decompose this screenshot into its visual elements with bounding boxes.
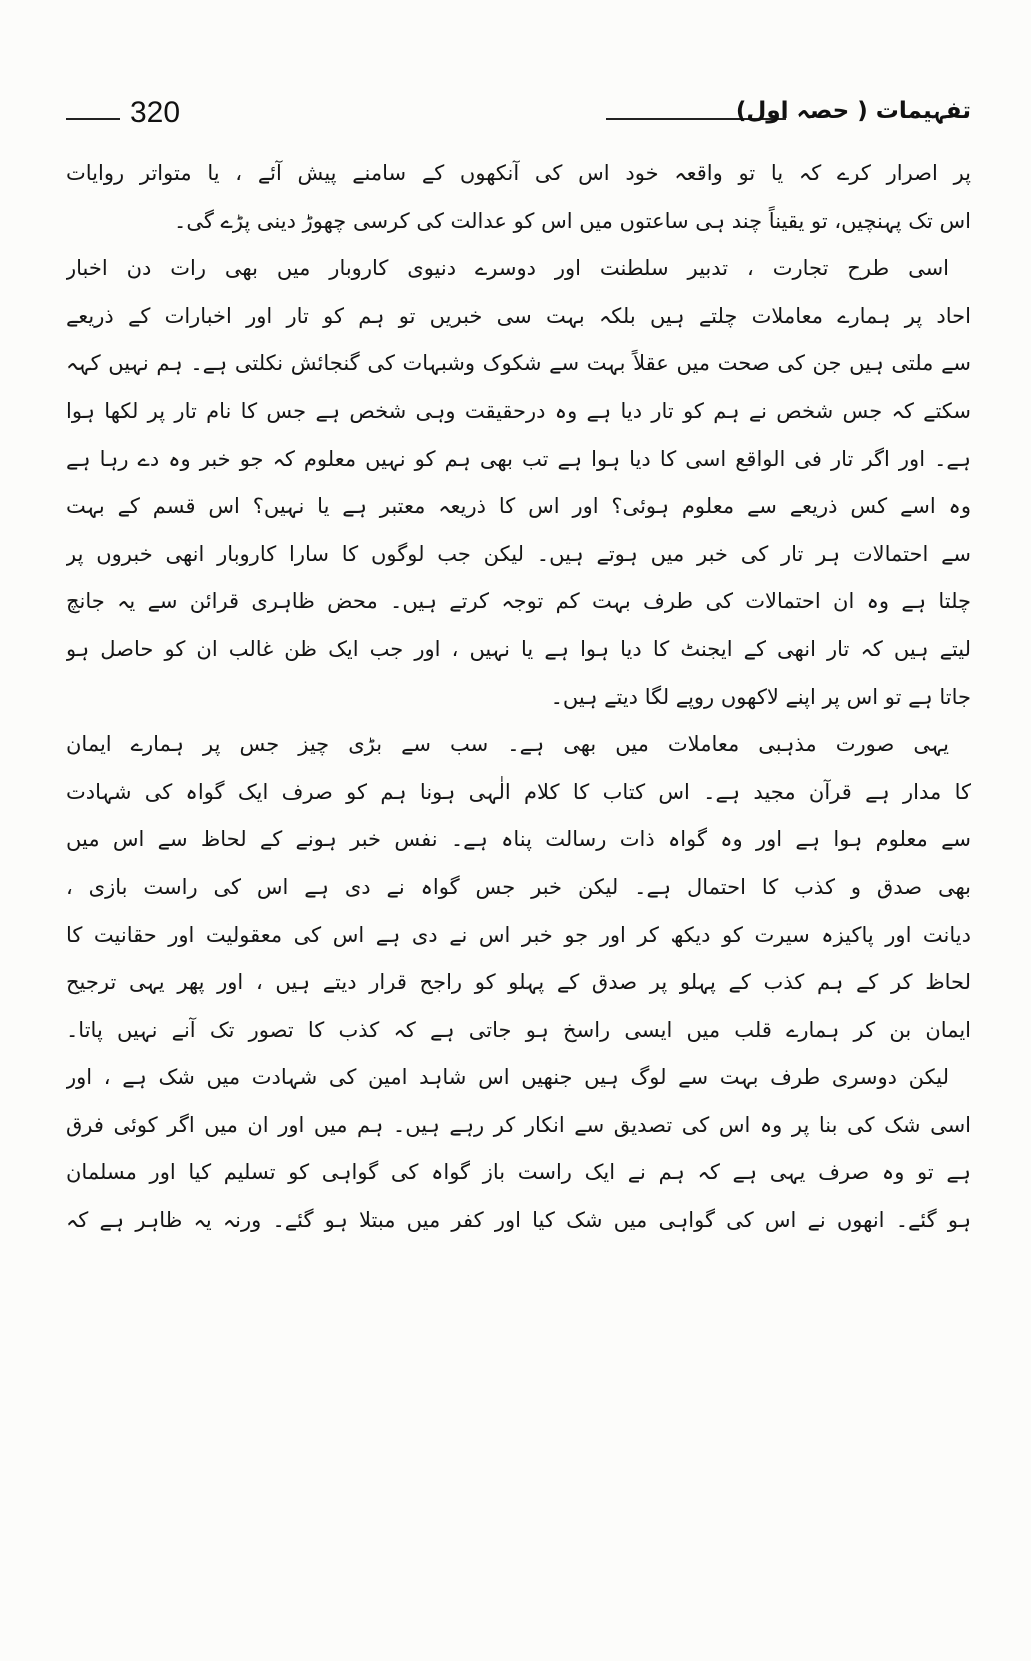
text-line: ہو گئے۔ انھوں نے اس کی گواہی میں شک کیا اور کفر میں مبتلا ہو گئے۔ ورنہ یہ ظاہر ہے کہ [66,1208,971,1233]
text-line: لحاظ کر کے ہم کذب کے پہلو پر صدق کے پہلو کو راجح قرار دیتے ہیں ، اور پھر یہی ترجیح [66,970,971,995]
text-line: سے معلوم ہوا ہے اور وہ گواہ ذات رسالت پناہ ہے۔ نفس خبر ہونے کے لحاظ سے اس میں [66,827,971,852]
text-line: پر اصرار کرے کہ یا تو واقعہ خود اس کی آنکھوں کے سامنے پیش آئے ، یا متواتر روایات [66,161,971,185]
text-line: ہے۔ اور اگر تار فی الواقع اسی کا دیا ہوا ہے تب بھی ہم کو نہیں معلوم کہ جو خبر وہ دے رہا ہے [66,446,971,471]
text-line: یہی صورت مذہبی معاملات میں بھی ہے۔ سب سے بڑی چیز جس پر ہمارے ایمان [66,732,949,757]
text-line: ایمان بن کر ہمارے قلب میں ایسی راسخ ہو جاتی ہے کہ کذب کا تصور تک آنے نہیں پاتا۔ [66,1017,971,1042]
text-line: اسی شک کی بنا پر وہ اس کی تصدیق سے انکار کر رہے ہیں۔ ہم میں اور ان میں اگر کوئی فرق [66,1112,971,1137]
text-line: احاد پر ہمارے معاملات چلتے ہیں بلکہ بہت سی خبریں تو ہم کو تار اور اخبارات کے ذریعے [66,303,971,328]
text-line: لیتے ہیں کہ تار انھی کے ایجنٹ کا دیا ہوا ہے یا نہیں ، اور جب ایک ظن غالب ان کو حاصل ہو [66,636,971,661]
text-line: چلتا ہے وہ ان احتمالات کی طرف بہت کم توجہ کرتے ہیں۔ محض ظاہری قرائن سے یہ جانچ [66,589,971,614]
text-line: سے احتمالات ہر تار کی خبر میں ہوتے ہیں۔ لیکن جب لوگوں کا سارا کاروبار انھی خبروں پر [66,541,971,566]
body-text [66,150,971,1245]
text-line: سے ملتی ہیں جن کی صحت میں عقلاً بہت سے شکوک وشبہات کی گنجائش نکلتی ہے۔ ہم نہیں کہہ [66,351,971,376]
text-line: وہ اسے کس ذریعے سے معلوم ہوئی؟ اور اس کا ذریعہ معتبر ہے یا نہیں؟ اس قسم کے بہت [66,494,971,519]
text-line: کا مدار ہے قرآن مجید ہے۔ اس کتاب کا کلام الٰہی ہونا ہم کو صرف ایک گواہ کی شہادت [66,779,971,804]
running-title: تفہیمات ( حصہ اول) [735,98,971,124]
text-line: اس تک پہنچیں، تو یقیناً چند ہی ساعتوں میں اس کو عدالت کی کرسی چھوڑ دینی پڑے گی۔ [174,208,971,233]
page-number: 320 [130,96,181,129]
text-line: جاتا ہے تو اس پر اپنے لاکھوں روپے لگا دیتے ہیں۔ [550,684,971,709]
text-line: بھی صدق و کذب کا احتمال ہے۔ لیکن خبر جس گواہ نے دی ہے اس کی راست بازی ، [66,874,971,899]
text-line: سکتے کہ جس شخص نے ہم کو تار دیا ہے وہ درحقیقت وہی شخص ہے جس کا نام تار پر لکھا ہوا [66,398,971,423]
text-line: اسی طرح تجارت ، تدبیر سلطنت اور دوسرے دنیوی کاروبار میں بھی رات دن اخبار [66,256,949,281]
header-rule-left [66,118,120,120]
page-header [66,96,971,136]
text-line: دیانت اور پاکیزہ سیرت کو دیکھ کر اور جو خبر اس نے دی ہے اس کی معقولیت اور حقانیت کا [66,922,971,947]
text-line: لیکن دوسری طرف بہت سے لوگ ہیں جنھیں اس شاہد امین کی شہادت میں شک ہے ، اور [66,1065,949,1090]
text-line: ہے تو وہ صرف یہی ہے کہ ہم نے ایک راست باز گواہ کی گواہی کو تسلیم کیا اور مسلمان [66,1160,971,1185]
